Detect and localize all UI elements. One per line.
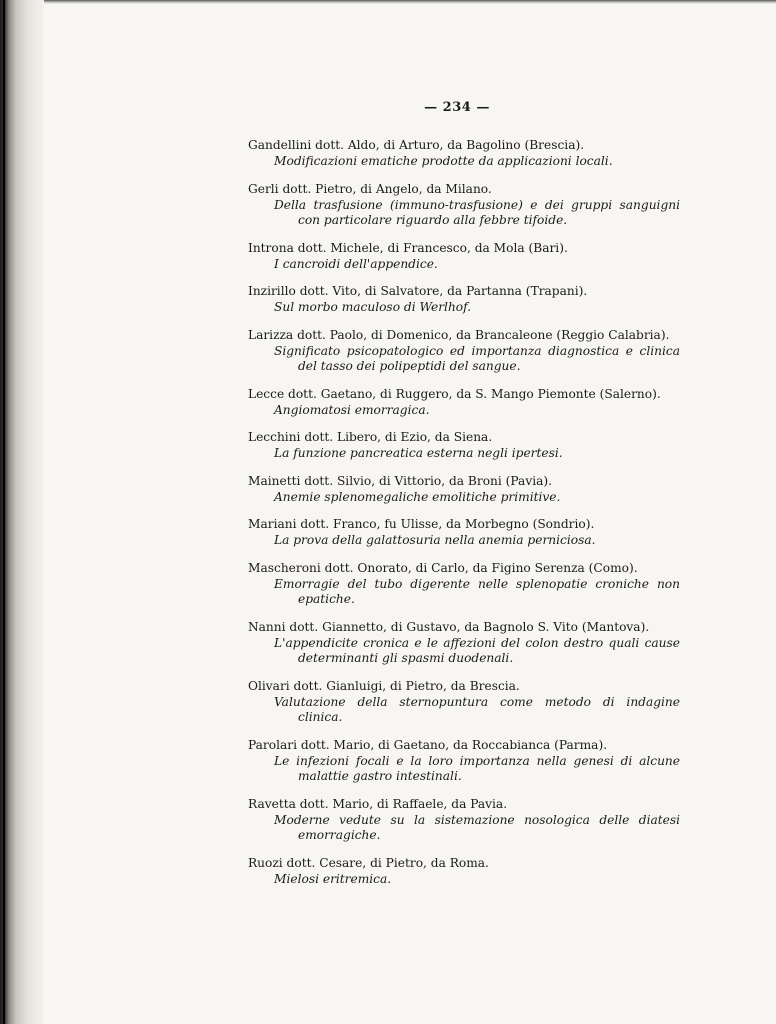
binding-edge [3, 0, 5, 1024]
entry-title: I cancroidi dell'appendice. [274, 256, 438, 271]
book-binding-shadow [0, 0, 44, 1024]
list-item [248, 429, 680, 462]
list-item [248, 796, 680, 844]
entry-title: Valutazione della sternopuntura come metodo di indagine clinica. [274, 694, 680, 724]
list-item [248, 386, 680, 419]
entry-author: Gerli dott. Pietro, di Angelo, da Milano. [248, 181, 492, 196]
entry-title: L'appendicite cronica e le affezioni del colon destro quali cause determinanti gli spasmi duodenali. [274, 635, 680, 665]
list-item [248, 516, 680, 549]
entry-title: Significato psicopatologico ed importanza diagnostica e clinica del tasso dei polipeptidi del sangue. [274, 343, 680, 373]
page-number: — 234 — [424, 100, 490, 115]
entry-title: Anemie splenomegaliche emolitiche primitive. [274, 489, 561, 504]
list-item [248, 240, 680, 273]
entry-title: La prova della galattosuria nella anemia perniciosa. [274, 533, 596, 547]
entry-title: Angiomatosi emorragica. [274, 402, 430, 417]
list-item [248, 560, 680, 608]
entry-author: Ravetta dott. Mario, di Raffaele, da Pavia. [248, 796, 508, 811]
entry-author: Mainetti dott. Silvio, di Vittorio, da Broni (Pavia). [248, 473, 553, 488]
list-item [248, 283, 680, 316]
entry-author: Mariani dott. Franco, fu Ulisse, da Morbegno (Sondrio). [248, 517, 595, 531]
page-top-edge [44, 0, 776, 4]
entry-title: Della trasfusione (immuno-trasfusione) e dei gruppi sanguigni con particolare riguardo alla febbre tifoide. [274, 197, 680, 227]
entry-title: Sul morbo maculoso di Werlhof. [274, 300, 472, 314]
list-item [248, 619, 680, 667]
entry-author: Nanni dott. Giannetto, di Gustavo, da Bagnolo S. Vito (Mantova). [248, 619, 650, 634]
entry-author: Mascheroni dott. Onorato, di Carlo, da Figino Serenza (Como). [248, 560, 638, 575]
entry-author: Gandellini dott. Aldo, di Arturo, da Bagolino (Brescia). [248, 138, 585, 152]
entry-author: Olivari dott. Gianluigi, di Pietro, da Brescia. [248, 678, 520, 693]
list-item [248, 137, 680, 170]
entry-author: Introna dott. Michele, di Francesco, da Mola (Bari). [248, 240, 568, 255]
entry-title: Modificazioni ematiche prodotte da applicazioni locali. [274, 154, 613, 168]
entry-author: Larizza dott. Paolo, di Domenico, da Brancaleone (Reggio Calabria). [248, 327, 670, 342]
list-item [248, 473, 680, 506]
entry-title: Moderne vedute su la sistemazione nosologica delle diatesi emorragiche. [274, 812, 680, 842]
entry-title: La funzione pancreatica esterna negli ipertesi. [274, 446, 563, 460]
list-item [248, 678, 680, 726]
entry-author: Ruozi dott. Cesare, di Pietro, da Roma. [248, 855, 489, 870]
list-item [248, 737, 680, 785]
list-item [248, 327, 680, 375]
entry-author: Lecchini dott. Libero, di Ezio, da Siena. [248, 430, 493, 444]
entry-author: Parolari dott. Mario, di Gaetano, da Roccabianca (Parma). [248, 737, 608, 752]
entry-title: Mielosi eritremica. [274, 871, 392, 886]
thesis-list [248, 137, 680, 898]
entry-author: Inzirillo dott. Vito, di Salvatore, da Partanna (Trapani). [248, 284, 588, 298]
entry-author: Lecce dott. Gaetano, di Ruggero, da S. Mango Piemonte (Salerno). [248, 386, 661, 401]
entry-title: Emorragie del tubo digerente nelle splenopatie croniche non epatiche. [274, 576, 680, 606]
list-item [248, 181, 680, 229]
entry-title: Le infezioni focali e la loro importanza nella genesi di alcune malattie gastro intestinali. [274, 753, 680, 783]
list-item [248, 855, 680, 888]
